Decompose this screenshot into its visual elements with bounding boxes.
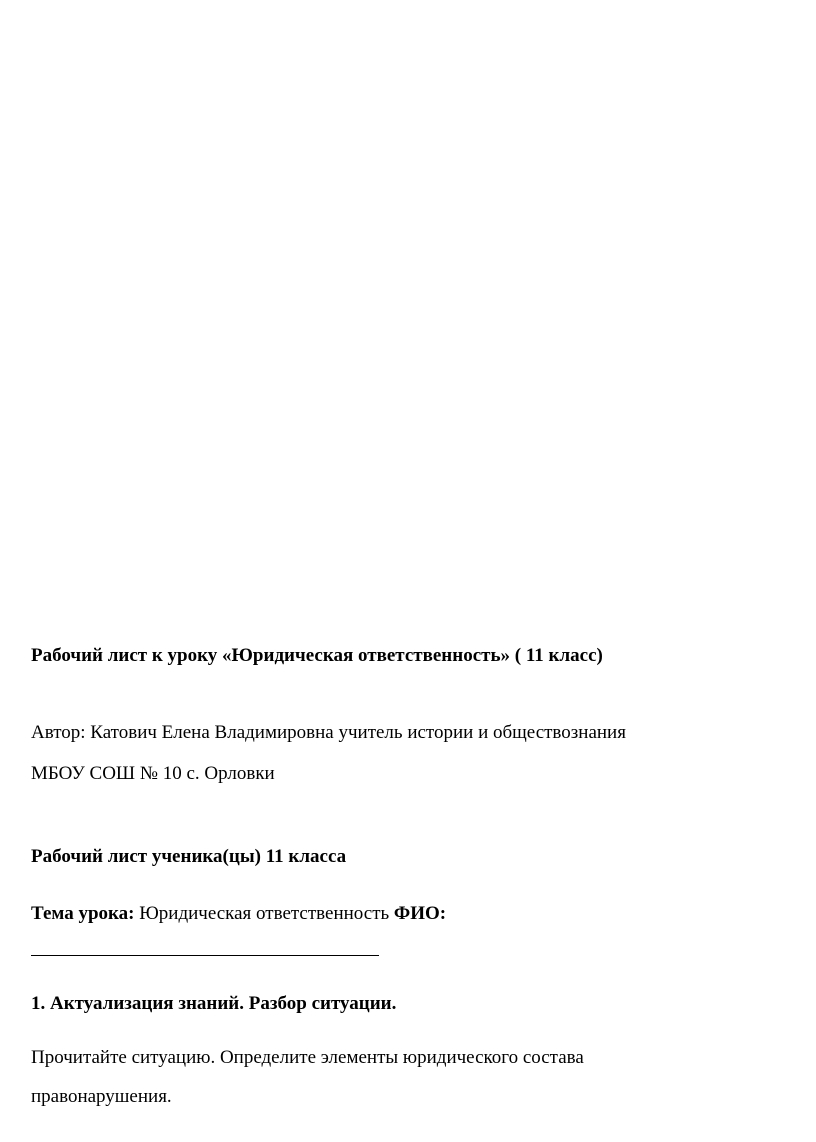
- worksheet-heading: Рабочий лист ученика(цы) 11 класса: [31, 846, 347, 867]
- topic-value: Юридическая ответственность: [134, 903, 394, 924]
- topic-line: [31, 902, 446, 926]
- school-line: МБОУ СОШ № 10 с. Орловки: [31, 763, 275, 784]
- author-line: Автор: Катович Елена Владимировна учитель истории и обществознания: [31, 722, 626, 743]
- instruction-line-2: правонарушения.: [31, 1086, 172, 1107]
- fio-underline: [31, 955, 379, 956]
- fio-label: ФИО:: [393, 903, 447, 924]
- document-title: Рабочий лист к уроку «Юридическая ответственность» ( 11 класс): [31, 645, 603, 666]
- section-1-heading: 1. Актуализация знаний. Разбор ситуации.: [31, 993, 397, 1014]
- topic-label: Тема урока:: [31, 903, 135, 924]
- instruction-line-1: Прочитайте ситуацию. Определите элементы юридического состава: [31, 1047, 584, 1068]
